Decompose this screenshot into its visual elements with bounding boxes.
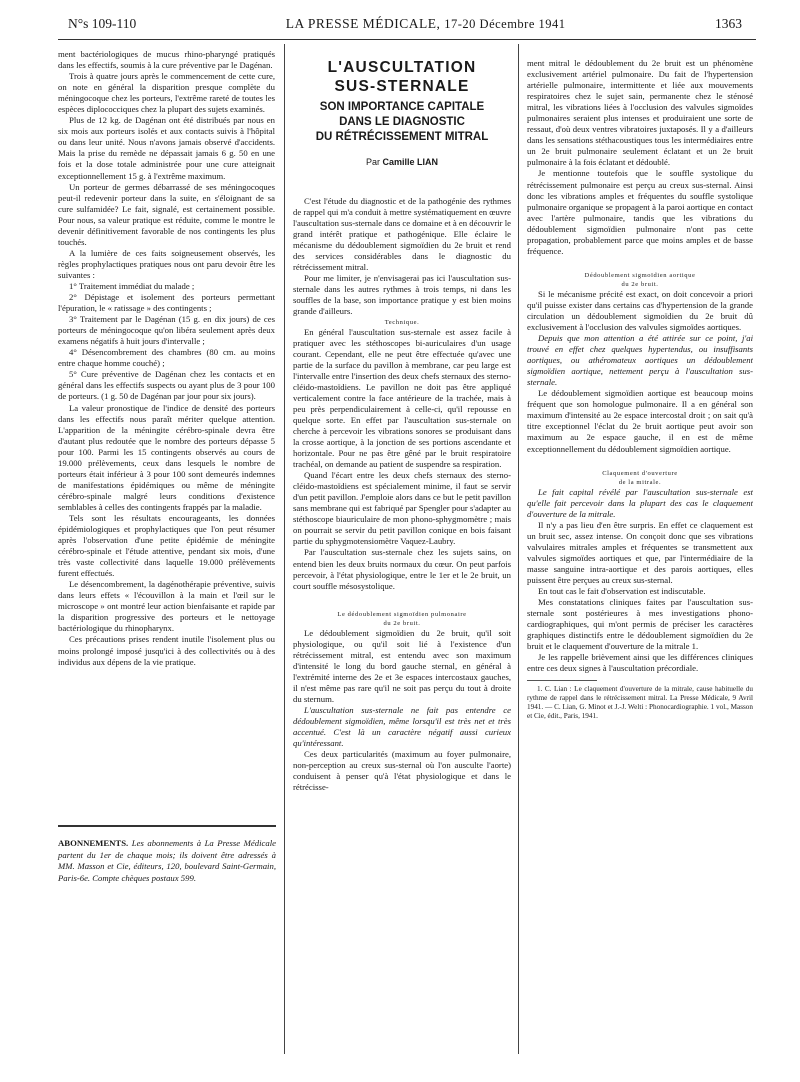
paragraph: Le fait capital révélé par l'auscultation sus-sternale est qu'elle fait percevoir dans la plupart des cas le claquement d'ouverture de la mitrale.: [527, 486, 753, 519]
subscription-notice: [58, 838, 276, 884]
list-item: 5° Cure préventive de Dagénan chez les contacts et en général dans les effectifs suspects ou ayant plus de 3 pour 100 de porteurs. (1 g. 50 de Dagénan par jour pour six jours).: [58, 369, 275, 402]
column-2: [293, 196, 511, 1066]
paragraph: Trois à quatre jours après le commencement de cette cure, on note en général la disparition presque complète du méningocoque chez les porteurs, l'extrême rareté de toutes les espèces diplococciques chez la plupart des sujets examinés.: [58, 71, 275, 115]
article-title-line-1: L'AUSCULTATION: [327, 59, 477, 76]
paragraph: ment mitral le dédoublement du 2e bruit est un phénomène exclusivement artériel pulmonaire. Du fait de l'hypertension artérielle pulmonaire, intermittente et liée aux mouvements respiratoires chez le sujet sain, permanente chez le sténosé mitral, les vibrations liées à l'occlusion des valvules sigmoïdes pulmonaires seraient plus intenses et produiraient une sorte de ressaut, d'où deux ventres vibratoires juxtaposés. Il y a d'ailleurs dans les sensations stéthacoustiques tous les intermédiaires entre un 2e bruit pulmonaire seulement éclatant et un 2e bruit pulmonaire à la fois éclatant et dédoublé.: [527, 58, 753, 168]
article-subtitle-line-2: DANS LE DIAGNOSTIC: [339, 116, 465, 128]
paragraph: A la lumière de ces faits soigneusement observés, les règles prophylactiques pratiques nous ont paru devoir être les suivantes :: [58, 247, 275, 280]
paragraph: Le dédoublement sigmoïdien aortique est beaucoup moins fréquent que son homologue pulmonaire. Il a en général son maximum d'intensité au 2e espace intercostal droit ; on sait qu'à titre exceptionnel l'éclat du 2e bruit aortique peut avoir son maximum au 2e espace gauche, il en est de même exceptionnellement du dédoublement sigmoïdien aortique.: [527, 388, 753, 454]
article-title-block: [293, 58, 511, 167]
byline: [293, 157, 511, 167]
section-heading-mitral-2: de la mitrale.: [618, 478, 662, 486]
paragraph: Plus de 12 kg. de Dagénan ont été distribués par nous en six mois aux porteurs isolés et aux contacts suivis à l'hôpital ou dans leur unité. Nous n'avons jamais observé d'accidents. Mais la prise du remède ne dépassait jamais 6 g. 50 en une fois et la dose totale administrée pour une cure atteignait exceptionnellement 15 g. à l'extrême maximum.: [58, 115, 275, 181]
column-3: [527, 58, 753, 1028]
paragraph: Je mentionne toutefois que le souffle systolique du rétrécissement pulmonaire est perçu au creux sus-sternal. Ainsi donc les vibrations amples et fréquentes du souffle systolique pulmonaire organique se propagent à la paroi aortique en contact avec l'artère pulmonaire, tandis que les vibrations du dédoublement sigmoïdien pulmonaire n'ont pas cette propagation, probablement parce que moins amples et de basse fréquence.: [527, 168, 753, 256]
footnote: 1. C. Lian : Le claquement d'ouverture de la mitrale, cause habituelle du rythme de rappel dans le rétrécissement mitral. La Presse Médicale, 9 Avril 1941. — C. Lian, G. Minot et J.-J. Welti : Phonocardiographie. 1 vol., Masson et Cie, édit., Paris, 1941.: [527, 685, 753, 721]
section-heading-mitral-1: Claquement d'ouverture: [602, 469, 678, 477]
paragraph: Tels sont les résultats encourageants, les données épidémiologiques et prophylactiques que l'on peut résumer après l'observation d'une petite épidémie de méningite cérébro-spinale et l'étude attentive, pendant six mois, d'une très vaste collectivité dans laquelle 19.000 prélèvements furent effectués.: [58, 512, 275, 579]
paragraph: Le dédoublement sigmoïdien du 2e bruit, qu'il soit physiologique, ou qu'il soit lié à l'existence d'un rétrécissement mitral, est entendu avec son maximum d'intensité le long du bord gauche sternal, en général à l'extrémité interne des 2e et 3e espaces intercostaux gauches, il n'est même pas rare qu'il ne soit pas perçu du tout à droite du sternum.: [293, 627, 511, 704]
section-rule: [58, 825, 276, 827]
section-heading-technique: Technique.: [384, 318, 420, 326]
paragraph: Il n'y a pas lieu d'en être surpris. En effet ce claquement est un bruit sec, assez intense. On conçoit donc que ses vibrations valvulaires mitrales amples et fréquentes se transmettent aux valvules sigmoïdes aortiques et que, par l'intermédiaire de la masse sanguine intra-aortique et des parois aortiques, elles puissent être perçues au creux sus-sternal.: [527, 519, 753, 585]
paragraph: Si le mécanisme précité est exact, on doit concevoir a priori qu'il puisse exister dans certains cas d'hypertension de la grande circulation un dédoublement sigmoïdien du 2e bruit dû exclusivement à l'occlusion des valvules sigmoïdes aortiques.: [527, 288, 753, 332]
column-divider-right: [518, 44, 519, 1054]
paragraph: En général l'auscultation sus-sternale est assez facile à pratiquer avec les stéthoscopes bi-auriculaires d'un usage courant. Cependant, elle ne peut être effectuée qu'avec une partie de la surface du pavillon à membrane, car peu large est l'intervalle entre l'insertion des deux chefs sternaux des sterno-cléido-mastoïdiens. Le pavillon ne doit pas être appliqué verticalement contre la face antérieure de la trachée, mais à peu près perpendiculairement à celle-ci, qu'il repousse en quelque sorte. En effet par l'auscultation sus-sternale on cherche à percevoir les vibrations sonores se produisant dans la crosse aortique, à la jonction de ses portions ascendante et horizontale. Pour ne pas être gêné par le bruit respiratoire trachéal, on demande au patient de suspendre sa respiration.: [293, 326, 511, 470]
paragraph: Quand l'écart entre les deux chefs sternaux des sterno-cléido-mastoïdiens est spécialement minime, il faut se servir d'un petit pavillon. J'emploie alors dans ce but le petit pavillon sans membrane qui est fabriqué par Spengler pour s'adapter au stéthoscope biauriculaire de mon phono-sphygmomètre ; mais on pourrait se servir du petit pavillon conique en bois faisant partie du sphygmotensiomètre Vaquez-Laubry.: [293, 470, 511, 547]
author-name: Camille LIAN: [382, 157, 439, 167]
paragraph: ment bactériologiques de mucus rhino-pharyngé pratiqués dans les effectifs, soumis à la cure préventive par le Dagénan.: [58, 49, 275, 71]
paragraph: Ces précautions prises rendent inutile l'isolement plus ou moins prolongé imposé jusqu'ici à des collectivités ou à des individus aux dépens de la vie pratique.: [58, 634, 275, 667]
section-heading-aortic-1: Dédoublement sigmoïdien aortique: [584, 271, 696, 279]
section-heading-pulmonary-1: Le dédoublement sigmoïdien pulmonaire: [337, 610, 467, 618]
paragraph: L'auscultation sus-sternale ne fait pas entendre ce dédoublement sigmoïdien, même lorsqu'il est très net et très accentué. C'est là un caractère négatif aussi curieux qu'intéressant.: [293, 704, 511, 749]
footnote-rule: [527, 680, 597, 681]
paragraph: Le désencombrement, la dagénothérapie préventive, suivis dans leurs effets « l'écouvillon à la main et l'œil sur le microscope » ont montré leur action bienfaisante et rapide par la disparition progressive des porteurs et le nettoyage bactériologique du rhinopharynx.: [58, 579, 275, 634]
page-header: [68, 16, 742, 36]
paragraph: Je les rappelle brièvement ainsi que les différences cliniques entre ces deux signes à l'auscultation précordiale.: [527, 652, 753, 674]
article-subtitle-line-1: SON IMPORTANCE CAPITALE: [319, 101, 485, 113]
article-title-line-2: SUS-STERNALE: [334, 78, 470, 95]
paragraph: Depuis que mon attention a été attirée sur ce point, j'ai trouvé en effet chez quelques hypertendus, ou insuffisants aortiques, ou athéromateux aortiques un dédoublement sigmoïdien aortique, nettement perçu à l'auscultation sus-sternale.: [527, 333, 753, 388]
subscription-text: Les abonnements à La Presse Médicale partent du 1er de chaque mois; ils doivent être adressés à MM. Masson et Cie, éditeurs, 120, boulevard Saint-Germain, Paris-6e. Compte chèques postaux 599.: [58, 838, 276, 883]
paragraph: C'est l'étude du diagnostic et de la pathogénie des rythmes de rappel qui m'a conduit à mettre systématiquement en œuvre l'auscultation sus-sternale dans ce domaine et à en découvrir le grand intérêt pratique et pathogénique. Elle éclaire le mécanisme du dédoublement sigmoïdien du 2e bruit et rend des services considérables dans le diagnostic du rétrécissement mitral.: [293, 196, 511, 273]
journal-name: LA PRESSE MÉDICALE,: [285, 16, 441, 31]
paragraph: Ces deux particularités (maximum au foyer pulmonaire, non-perception au creux sus-sternal où l'on ausculte l'aorte) conduisent à penser qu'à l'état physiologique et dans le rétrécisse-: [293, 749, 511, 793]
paragraph: Mes constatations cliniques faites par l'auscultation sus-sternale sont postérieures à mes investigations phono-cardiographiques, qui m'ont permis de préciser les caractères graphiques distinctifs entre le dédoublement sigmoïdien du 2e bruit et le claquement d'ouverture de la mitrale 1.: [527, 597, 753, 652]
page-number: 1363: [714, 16, 742, 31]
paragraph: En tout cas le fait d'observation est indiscutable.: [538, 585, 706, 596]
paragraph: La valeur pronostique de l'indice de densité des porteurs dans les effectifs nous paraît mériter quelque attention. L'apparition de la méningite cérébro-spinale devra être d'autant plus redoutée que le nombre des porteurs dépasse 5 pour 100. Parmi les 15 contingents observés au cours de 19.000 prélèvements, ceux dans lesquels le nombre de porteurs était inférieur à 3 pour 100 sont demeurés indemnes de manifestations épidémiques ou même de méningite cérébro-spinale malgré leurs conditions d'existence semblables à celles des contingents frappés par la maladie.: [58, 402, 275, 512]
issue-date: 17-20 Décembre 1941: [444, 17, 566, 31]
article-subtitle-line-3: DU RÉTRÉCISSEMENT MITRAL: [315, 131, 489, 143]
paragraph: Par l'auscultation sus-sternale chez les sujets sains, on entend bien les deux bruits normaux du cœur. On peut parfois percevoir, à l'état physiologique, entre le 1er et le 2e bruit, un court souffle mésosystolique.: [293, 547, 511, 591]
subscription-label: ABONNEMENTS.: [58, 838, 129, 848]
section-heading-aortic-2: du 2e bruit.: [621, 280, 659, 288]
list-item: 4° Désencombrement des chambres (80 cm. au moins entre chaque homme couché) ;: [58, 347, 275, 369]
column-1: [58, 49, 275, 819]
paragraph: Pour me limiter, je n'envisagerai pas ici l'auscultation sus-sternale dans les autres rythmes à trois temps, ni dans les souffles de la base, son importance pratique y est bien moins grande d'ailleurs.: [293, 273, 511, 317]
byline-prefix: Par: [365, 157, 383, 167]
paragraph: Un porteur de germes débarrassé de ses méningocoques peut-il redevenir porteur dans la suite, en s'éloignant de sa cure sulfamidée? Le fait, signalé, est certainement possible. Pour nous, sa valeur pratique est réduite, comme le montre le devenir définitivement favorable de nos contingents les plus touchés.: [58, 181, 275, 247]
list-item: 2° Dépistage et isolement des porteurs permettant l'épuration, le « ratissage » des contingents ;: [58, 292, 275, 314]
journal-title-line: [286, 16, 566, 32]
list-item: 3° Traitement par le Dagénan (15 g. en dix jours) de ces porteurs de méningocoque qu'on libéra seulement après deux examens négatifs à huit jours d'intervalle ;: [58, 314, 275, 347]
column-divider-left: [284, 44, 285, 1054]
issue-number: N°s 109-110: [68, 16, 137, 31]
section-heading-pulmonary-2: du 2e bruit.: [383, 619, 421, 627]
header-rule: [58, 39, 756, 40]
list-item: 1° Traitement immédiat du malade ;: [69, 280, 195, 291]
